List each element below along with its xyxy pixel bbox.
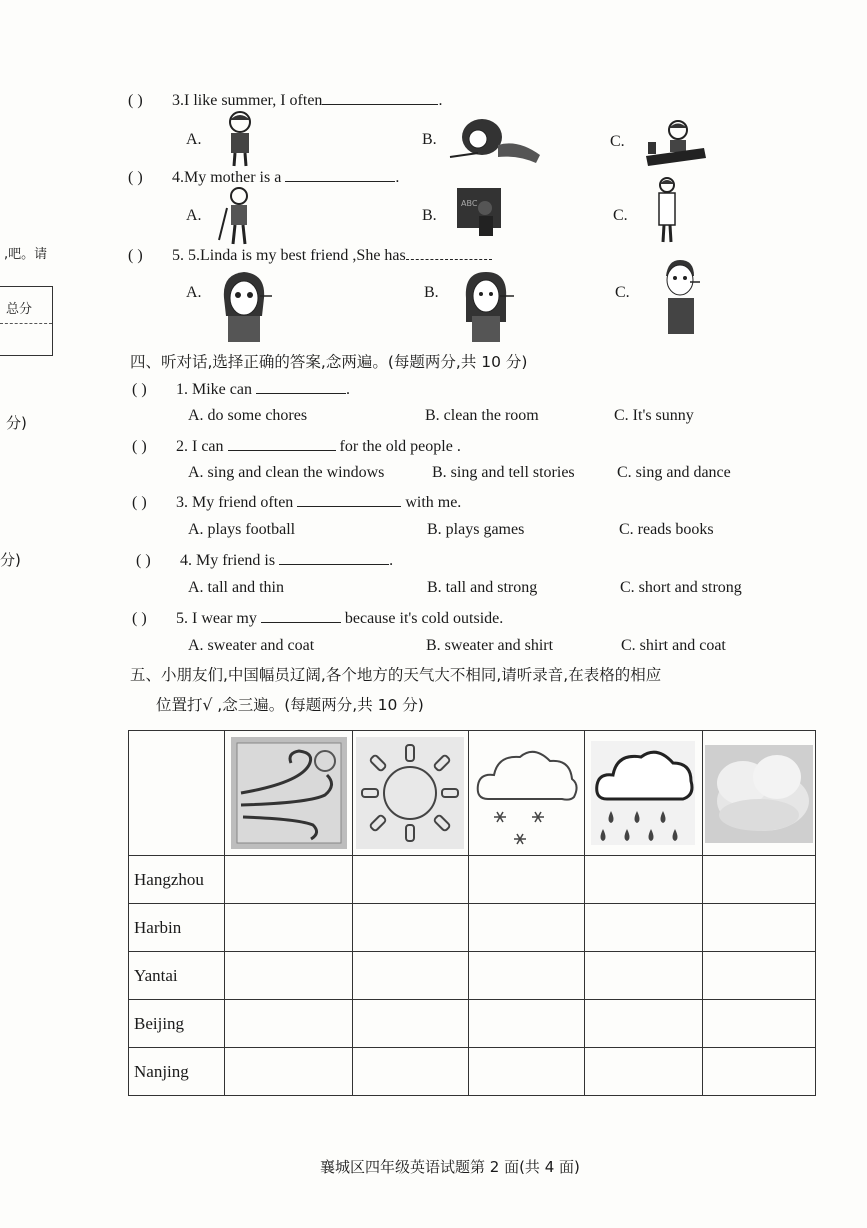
option-c[interactable]: C. short and strong xyxy=(620,579,742,596)
weather-header-cell xyxy=(353,731,469,856)
city-label: Yantai xyxy=(129,952,225,1000)
answer-cell[interactable] xyxy=(584,856,702,904)
option-a[interactable]: A. plays football xyxy=(188,521,296,538)
option-c[interactable]: C. shirt and coat xyxy=(621,637,726,654)
city-label: Hangzhou xyxy=(129,856,225,904)
score-box xyxy=(0,286,53,356)
section-5-heading-2: 位置打√ ,念三遍。(每题两分,共 10 分) xyxy=(156,696,424,714)
answer-blank xyxy=(285,167,395,182)
option-b-label: B. xyxy=(422,131,437,148)
answer-cell[interactable] xyxy=(468,1000,584,1048)
answer-blank xyxy=(322,90,438,105)
question-text: 5. I wear my xyxy=(176,610,257,627)
option-a-label: A. xyxy=(186,131,202,148)
answer-cell[interactable] xyxy=(224,952,352,1000)
table-row xyxy=(129,952,816,1000)
answer-cell[interactable] xyxy=(584,904,702,952)
windy-icon xyxy=(229,735,349,851)
question-3: ( ) 3.I like summer, I often . xyxy=(128,92,443,109)
table-corner xyxy=(129,731,225,856)
answer-cell[interactable] xyxy=(353,856,469,904)
answer-cell[interactable] xyxy=(468,904,584,952)
answer-blank xyxy=(279,550,389,565)
option-c[interactable]: C. sing and dance xyxy=(617,464,731,481)
answer-cell[interactable] xyxy=(584,1000,702,1048)
weather-header-cell xyxy=(224,731,352,856)
question-text: 2. I can xyxy=(176,438,224,455)
weather-header-cell xyxy=(584,731,702,856)
answer-cell[interactable] xyxy=(353,1000,469,1048)
section-5-heading: 五、小朋友们,中国幅员辽阔,各个地方的天气大不相同,请听录音,在表格的相应 xyxy=(130,666,662,684)
question-text-end: . xyxy=(389,552,394,569)
table-row xyxy=(129,1000,816,1048)
sunny-icon xyxy=(354,735,466,851)
answer-blank xyxy=(256,379,346,394)
answer-cell[interactable] xyxy=(353,952,469,1000)
answer-cell[interactable] xyxy=(224,904,352,952)
swimmer-icon[interactable] xyxy=(448,115,544,171)
table-row xyxy=(129,1048,816,1096)
answer-cell[interactable] xyxy=(703,1000,816,1048)
answer-blank xyxy=(297,492,401,507)
answer-paren[interactable]: ( ) xyxy=(128,247,143,264)
city-label: Beijing xyxy=(129,1000,225,1048)
option-b[interactable]: B. sweater and shirt xyxy=(426,637,554,654)
option-b[interactable]: B. tall and strong xyxy=(427,579,538,596)
answer-blank xyxy=(228,436,336,451)
margin-fragment: 分) xyxy=(0,551,21,569)
option-b[interactable]: B. plays games xyxy=(427,521,525,538)
question-text-end: because it's cold outside. xyxy=(344,610,504,627)
option-a[interactable]: A. sing and clean the windows xyxy=(188,464,385,481)
answer-cell[interactable] xyxy=(703,856,816,904)
margin-fragment: 分) xyxy=(6,414,27,432)
answer-cell[interactable] xyxy=(353,1048,469,1096)
option-b[interactable]: B. sing and tell stories xyxy=(432,464,575,481)
cloudy-icon xyxy=(703,735,815,851)
answer-paren[interactable]: ( ) xyxy=(132,610,147,627)
option-c-label: C. xyxy=(615,284,630,301)
question-text-end: . xyxy=(345,381,350,398)
answer-cell[interactable] xyxy=(703,952,816,1000)
question-text: 4.My mother is a xyxy=(172,169,282,186)
answer-paren[interactable]: ( ) xyxy=(132,438,147,455)
answer-cell[interactable] xyxy=(353,904,469,952)
question-4: ( ) 4.My mother is a . xyxy=(128,169,400,186)
table-row xyxy=(129,904,816,952)
option-c-label: C. xyxy=(610,133,625,150)
section-4-heading: 四、听对话,选择正确的答案,念两遍。(每题两分,共 10 分) xyxy=(130,353,528,371)
option-b[interactable]: B. clean the room xyxy=(425,407,539,424)
option-a[interactable]: A. tall and thin xyxy=(188,579,284,596)
option-c-label: C. xyxy=(613,207,628,224)
answer-cell[interactable] xyxy=(703,1048,816,1096)
city-label: Nanjing xyxy=(129,1048,225,1096)
answer-paren[interactable]: ( ) xyxy=(132,381,147,398)
answer-cell[interactable] xyxy=(584,1048,702,1096)
cleaner-icon[interactable] xyxy=(215,186,265,246)
answer-paren[interactable]: ( ) xyxy=(136,552,151,569)
answer-paren[interactable]: ( ) xyxy=(132,494,147,511)
option-a-label: A. xyxy=(186,207,202,224)
question-text: 3. My friend often xyxy=(176,494,294,511)
answer-cell[interactable] xyxy=(224,1048,352,1096)
answer-cell[interactable] xyxy=(468,952,584,1000)
option-a[interactable]: A. sweater and coat xyxy=(188,637,315,654)
question-text-end: with me. xyxy=(405,494,462,511)
answer-paren[interactable]: ( ) xyxy=(128,169,143,186)
score-label: 总分 xyxy=(6,302,33,317)
option-c[interactable]: C. It's sunny xyxy=(614,407,694,424)
answer-cell[interactable] xyxy=(224,1000,352,1048)
question-text: 3.I like summer, I often xyxy=(172,92,323,109)
child-reading-icon[interactable] xyxy=(638,118,708,168)
s4-question-4 xyxy=(136,550,393,570)
answer-paren[interactable]: ( ) xyxy=(128,92,143,109)
margin-fragment: ,吧。请 xyxy=(4,247,48,262)
girl-long-hair-icon[interactable] xyxy=(460,268,516,344)
answer-cell[interactable] xyxy=(703,904,816,952)
table-row xyxy=(129,856,816,904)
s4-question-5 xyxy=(132,608,503,628)
svg-text:ABC: ABC xyxy=(461,199,478,208)
weather-table xyxy=(128,730,816,1096)
boy-short-hair-icon[interactable] xyxy=(660,258,700,336)
s4-question-2 xyxy=(132,436,461,456)
page-footer: 襄城区四年级英语试题第 2 面(共 4 面) xyxy=(320,1158,580,1176)
rainy-icon xyxy=(587,735,699,851)
answer-cell[interactable] xyxy=(584,952,702,1000)
s4-question-3 xyxy=(132,492,461,512)
question-5 xyxy=(128,245,492,265)
weather-header-cell xyxy=(703,731,816,856)
option-c[interactable]: C. reads books xyxy=(619,521,714,538)
option-b-label: B. xyxy=(422,207,437,224)
snowy-icon xyxy=(470,735,582,851)
answer-cell[interactable] xyxy=(468,856,584,904)
option-a[interactable]: A. do some chores xyxy=(188,407,308,424)
option-a-label: A. xyxy=(186,284,202,301)
child-eating-icon[interactable] xyxy=(222,110,258,168)
doctor-icon[interactable] xyxy=(650,176,684,246)
city-label: Harbin xyxy=(129,904,225,952)
answer-cell[interactable] xyxy=(468,1048,584,1096)
answer-blank xyxy=(261,608,341,623)
question-text-end: for the old people . xyxy=(339,438,461,455)
girl-big-eyes-icon[interactable] xyxy=(218,268,274,344)
answer-blank xyxy=(406,245,492,260)
question-text: 4. My friend is xyxy=(180,552,276,569)
question-text: 5. 5.Linda is my best friend ,She has xyxy=(172,247,406,264)
s4-question-1 xyxy=(132,379,350,399)
teacher-board-icon[interactable] xyxy=(455,186,503,242)
weather-header-cell xyxy=(468,731,584,856)
question-text: 1. Mike can xyxy=(176,381,252,398)
option-b-label: B. xyxy=(424,284,439,301)
answer-cell[interactable] xyxy=(224,856,352,904)
